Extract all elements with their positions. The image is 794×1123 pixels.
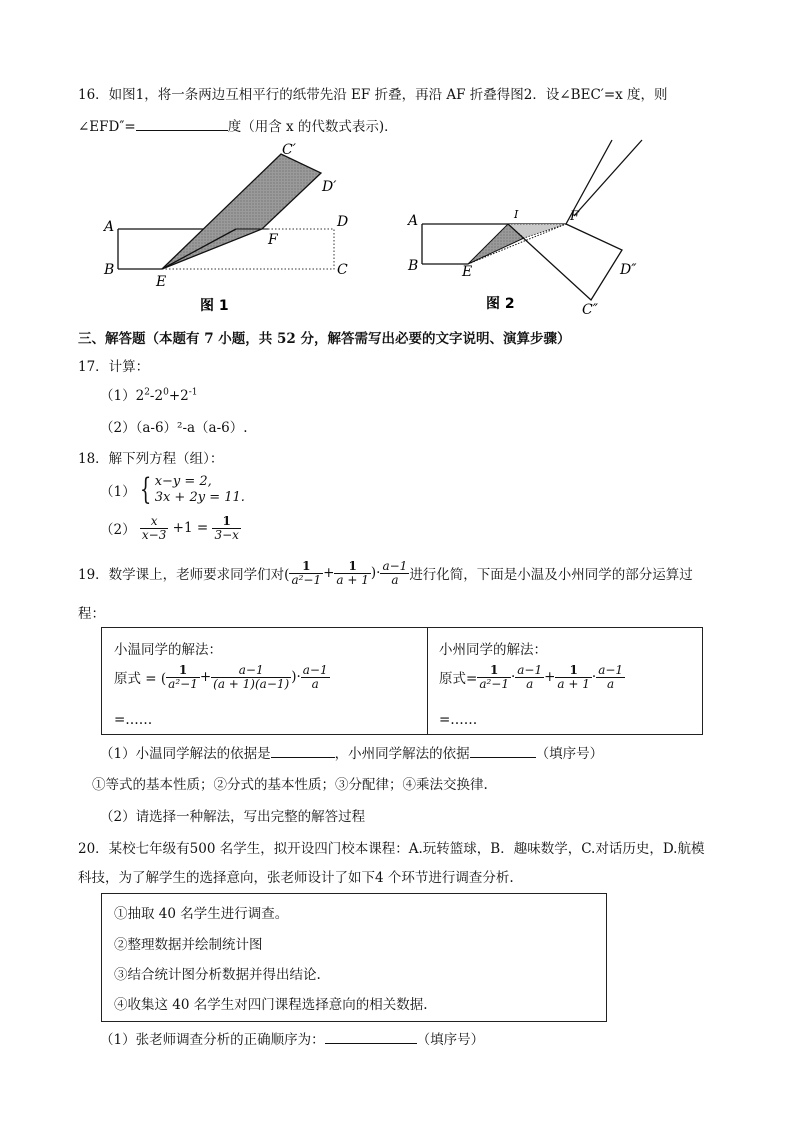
- fig2-label-d2: D″: [620, 262, 637, 278]
- q19-blank-1[interactable]: [271, 757, 335, 758]
- q19-left-f3: [301, 664, 330, 690]
- q20-step-2: ②整理数据并绘制统计图: [114, 937, 263, 953]
- q19-expr-f3-num: a−1: [382, 559, 408, 573]
- q19-right-f4-den: a: [607, 676, 615, 691]
- q19-part1: [100, 742, 603, 762]
- q20-steps-box: [101, 893, 607, 1022]
- q17-p1-exp1: 2: [144, 387, 150, 398]
- fig1-label-d1: D′: [322, 179, 337, 195]
- q20-step-1: ①抽取 40 名学生进行调查。: [114, 906, 289, 922]
- q19-part2: （2）请选择一种解法，写出完整的解答过程: [100, 809, 366, 825]
- q20-line1: 20．某校七年级有500 名学生，拟开设四门校本课程：A.玩转篮球，B．趣味数学，C.对话历史，D.航模: [78, 841, 705, 857]
- q19-expr-f1-den: a²−1: [291, 572, 322, 587]
- fig1-folded-strip: [162, 154, 321, 269]
- q18-eq2: 3x + 2y = 11.: [154, 490, 245, 505]
- q16-line2-pre: ∠EFD″=: [78, 119, 136, 135]
- fig1-label-b: B: [104, 262, 115, 278]
- q19-left-f3-den: a: [311, 676, 319, 691]
- fig1-label-e: E: [156, 274, 167, 290]
- q17-part1: [100, 384, 198, 404]
- q19-expr-close: )·: [370, 565, 381, 582]
- q16-line2: [78, 115, 398, 135]
- q19-left-plus: +: [199, 669, 212, 686]
- q19-right-f4-num: a−1: [598, 663, 624, 677]
- q18-p1-label: （1）: [100, 484, 136, 500]
- fig2-long-edge-2: [574, 140, 642, 216]
- q18-part1: [100, 474, 245, 506]
- q20-part1: [100, 1028, 484, 1048]
- q20-step-3: ③结合统计图分析数据并得出结论.: [114, 967, 321, 983]
- q16-line1: 16．如图1，将一条两边互相平行的纸带先沿 EF 折叠，再沿 AF 折叠得图2．设∠BEC′=x 度，则: [78, 87, 668, 103]
- q19-right-lead: 原式=: [439, 671, 478, 688]
- q19-right-dot2: ·: [591, 669, 597, 686]
- q19-right-f2-den: a: [526, 676, 534, 691]
- fig2-label-i: I: [514, 208, 519, 221]
- q18-frac1-num: x: [140, 515, 168, 529]
- q19-right-f2-num: a−1: [517, 663, 543, 677]
- q19-left-f1-den: a²−1: [168, 676, 198, 691]
- fig2-label-a: A: [408, 213, 419, 229]
- q19-left-f1: [166, 664, 200, 690]
- q16-line2-post: 度（用含 x 的代数式表示)．: [227, 119, 398, 135]
- q19-right-dots: =……: [439, 712, 478, 728]
- figure-1: [96, 140, 366, 320]
- q19-expr-plus: +: [323, 565, 335, 582]
- q19-right-f3: [555, 664, 591, 690]
- q19-q1-pre: （1）小温同学解法的依据是: [100, 746, 271, 762]
- fig1-label-d: D: [337, 214, 349, 230]
- q19-left-dots: =……: [114, 712, 153, 728]
- fig1-caption: 图 1: [200, 298, 229, 314]
- q19-expr-f3: [380, 560, 409, 586]
- q17-part2: （2）（a-6）²-a（a-6）.: [100, 420, 248, 436]
- q18-eq1: x−y = 2,: [154, 474, 212, 489]
- q17-p1-term3: +2: [168, 388, 189, 404]
- q19-expr-f1-num: 1: [289, 560, 323, 574]
- q19-intro-pre: 19．数学课上，老师要求同学们对(: [78, 567, 290, 584]
- q18-frac2-num: 1: [212, 515, 240, 529]
- q20-q1-pre: （1）张老师调查分析的正确顺序为：: [100, 1032, 325, 1048]
- q20-step-4: ④收集这 40 名学生对四门课程选择意向的相关数据.: [114, 997, 428, 1013]
- figure-2: [398, 138, 668, 318]
- q19-right-f3-num: 1: [555, 664, 591, 678]
- q19-expr-f1: [289, 560, 323, 586]
- q19-line2: 程：: [78, 606, 105, 622]
- q19-expr-f2: [334, 560, 370, 586]
- q19-left-f2-num: a−1: [211, 664, 291, 678]
- q17-title: 17．计算：: [78, 359, 150, 375]
- q17-p1-exp3: -1: [188, 387, 198, 398]
- fig2-label-f: F: [570, 209, 580, 224]
- fig2-caption: 图 2: [486, 296, 515, 312]
- q19-expr-f3-den: a: [391, 572, 399, 587]
- q17-p1-base: （1）2: [100, 388, 145, 404]
- section3-title: 三、解答题（本题有 7 小题，共 52 分，解答需写出必要的文字说明、演算步骤）: [78, 331, 571, 347]
- q18-frac1-den: x−3: [141, 527, 167, 542]
- q19-left-f1-num: 1: [166, 664, 200, 678]
- q19-right-f1-den: a²−1: [479, 676, 509, 691]
- q19-expr-f2-den: a + 1: [336, 572, 369, 587]
- fig1-label-f: F: [268, 232, 278, 248]
- fig2-label-e: E: [462, 264, 473, 280]
- fig1-label-a: A: [104, 219, 115, 235]
- q19-left-f2: [211, 664, 291, 690]
- q18-p2-mid: +1 =: [172, 520, 209, 537]
- q19-intro-post: 进行化简，下面是小温及小州同学的部分运算过: [409, 567, 693, 584]
- q19-right-plus: +: [544, 669, 556, 686]
- q18-system: [155, 474, 245, 506]
- q18-frac1: [140, 515, 168, 541]
- q19-solutions-table: [101, 627, 703, 735]
- q20-line2: 科技，为了解学生的选择意向，张老师设计了如下4 个环节进行调查分析.: [78, 870, 514, 886]
- q17-p1-exp2: 0: [163, 387, 169, 398]
- q19-q1-mid: ，小州同学解法的依据: [334, 746, 470, 762]
- q20-q1-post: （填序号）: [416, 1032, 485, 1048]
- q19-right-f1-num: 1: [477, 664, 511, 678]
- q18-p2-label: （2）: [100, 522, 136, 539]
- q19-options: ①等式的基本性质；②分式的基本性质；③分配律；④乘法交换律.: [92, 777, 488, 793]
- q19-right-f1: [477, 664, 511, 690]
- q19-left-f2-den: (a + 1)(a−1): [213, 676, 290, 691]
- q19-right-f4: [596, 664, 625, 690]
- q18-brace-icon: {: [139, 472, 151, 507]
- q19-left-close: )·: [291, 669, 301, 686]
- q20-blank[interactable]: [325, 1043, 417, 1044]
- fig1-label-c: C: [337, 262, 348, 278]
- q19-left-formula: [114, 664, 330, 690]
- q19-table-divider: [427, 628, 428, 734]
- q19-q1-post: （填序号）: [535, 746, 604, 762]
- q19-left-lead: 原式 = (: [114, 671, 167, 688]
- fig1-label-c1: C′: [282, 142, 296, 158]
- fig2-label-b: B: [408, 258, 419, 274]
- q19-left-title: 小温同学的解法：: [114, 642, 222, 658]
- fig2-label-c2: C″: [582, 302, 598, 318]
- q19-blank-2[interactable]: [470, 757, 536, 758]
- q18-part2: [100, 515, 241, 541]
- q19-right-f2: [515, 664, 544, 690]
- q19-right-f3-den: a + 1: [557, 676, 590, 691]
- q18-title: 18．解下列方程（组）：: [78, 451, 224, 467]
- q17-p1-term2: -2: [149, 388, 164, 404]
- q16-answer-blank[interactable]: [136, 130, 228, 131]
- q19-right-title: 小州同学的解法：: [439, 642, 547, 658]
- q18-frac2: [212, 515, 240, 541]
- q19-intro: [78, 560, 693, 586]
- q18-frac2-den: 3−x: [214, 527, 239, 542]
- q19-right-formula: [439, 664, 625, 690]
- q19-right-dot1: ·: [510, 669, 516, 686]
- q19-expr-f2-num: 1: [334, 560, 370, 574]
- q19-left-f3-num: a−1: [302, 663, 328, 677]
